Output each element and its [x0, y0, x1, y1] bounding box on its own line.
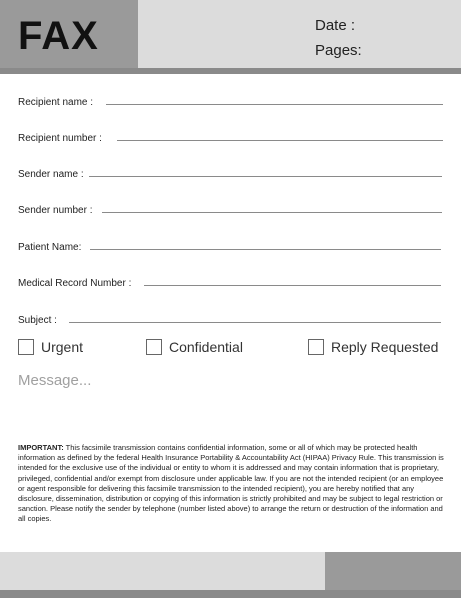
reply-requested-label: Reply Requested: [331, 339, 439, 355]
recipient-number-label: Recipient number :: [18, 133, 102, 144]
reply-requested-checkbox[interactable]: [308, 339, 324, 355]
footer-right-panel: [325, 552, 461, 590]
urgent-checkbox[interactable]: [18, 339, 34, 355]
date-label: Date :: [315, 17, 356, 34]
message-area[interactable]: Message...: [18, 372, 92, 389]
footer-left-panel: [0, 552, 325, 590]
sender-number-field[interactable]: [102, 212, 442, 213]
medical-record-number-label: Medical Record Number :: [18, 278, 132, 289]
confidential-option[interactable]: [146, 338, 243, 356]
subject-label: Subject :: [18, 315, 57, 326]
sender-name-field[interactable]: [89, 176, 442, 177]
confidential-checkbox[interactable]: [146, 339, 162, 355]
fax-title: FAX: [18, 14, 99, 58]
header-right-panel: [138, 0, 461, 68]
reply-requested-option[interactable]: [308, 338, 438, 356]
pages-label: Pages:: [315, 42, 362, 59]
medical-record-number-field[interactable]: [144, 285, 441, 286]
patient-name-field[interactable]: [90, 249, 441, 250]
urgent-label: Urgent: [41, 339, 84, 355]
subject-field[interactable]: [69, 322, 441, 323]
notice-text: This facsimile transmission contains confidential information, some or all of which may be protected health information as defined by the federal Health Insurance Portability & Accountability Act (HIPAA) Privacy Rule. This transmission is intended for the exclusive use of the individual or entity to whom it is addressed and may contain information that is proprietary, privileged, confidential and/or exempt from disclosure under applicable law. If you are not the intended recipient (or an employee or agent responsible for delivering this facsimile transmission to the intended recipient), you are hereby notified that any disclosure, dissemination, distribution or copying of this information is strictly prohibited and may be subject to legal restriction or sanction. Please notify the sender by telephone (number listed above) to arrange the return or destruction of the information and all copies.: [18, 443, 444, 524]
urgent-option[interactable]: [18, 338, 83, 356]
confidentiality-notice: [18, 443, 446, 525]
confidential-label: Confidential: [169, 339, 243, 355]
recipient-name-field[interactable]: [106, 104, 443, 105]
recipient-name-label: Recipient name :: [18, 97, 94, 108]
footer-divider-bar: [0, 590, 461, 598]
notice-heading: IMPORTANT:: [18, 443, 64, 452]
patient-name-label: Patient Name:: [18, 242, 82, 253]
recipient-number-field[interactable]: [117, 140, 443, 141]
sender-number-label: Sender number :: [18, 205, 93, 216]
header-divider-bar: [0, 68, 461, 74]
sender-name-label: Sender name :: [18, 169, 84, 180]
